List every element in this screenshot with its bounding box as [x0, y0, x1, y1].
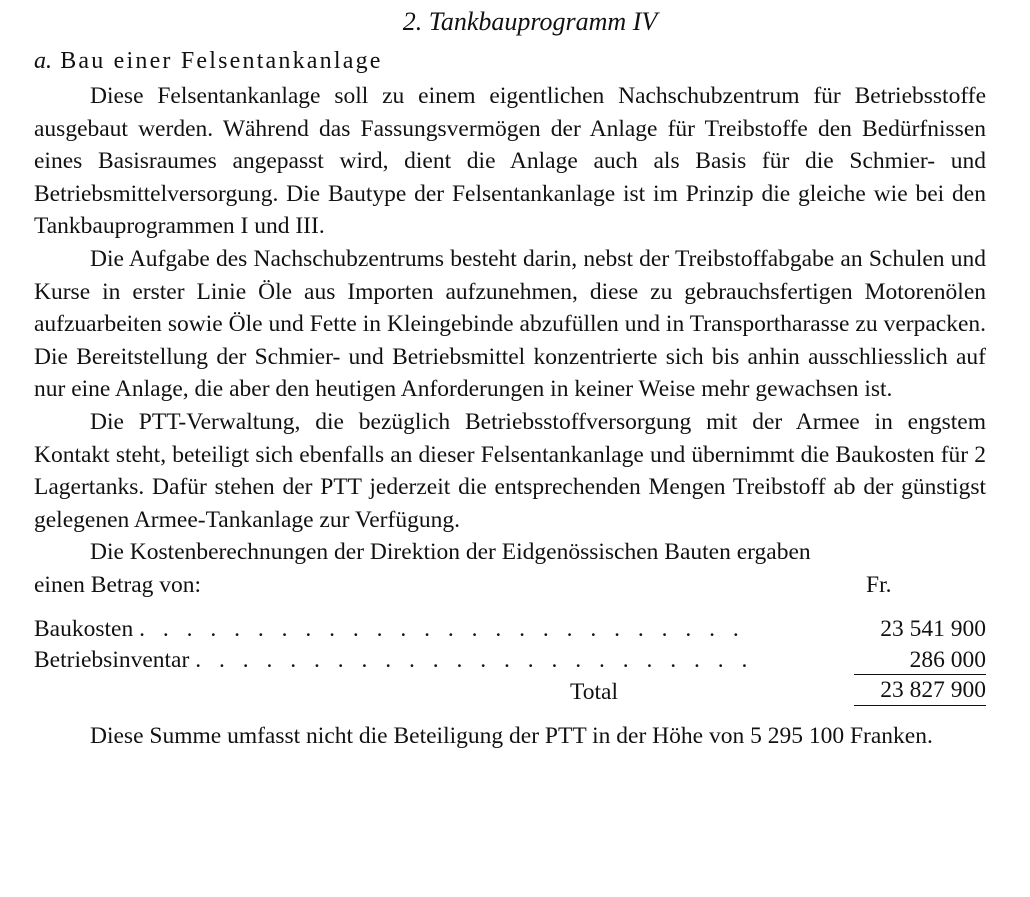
document-title: 2. Tankbauprogramm IV: [402, 7, 658, 36]
currency-unit: Fr.: [866, 571, 892, 598]
leader-dots: . . . . . . . . . . . . . . . . . . . . . . . . . .: [139, 615, 745, 642]
section-title: Bau einer Felsentankanlage: [60, 48, 383, 74]
paragraph-cost-calculation: Die Kostenberechnungen der Direktion der Eidgenössischen Bauten ergaben: [90, 539, 811, 566]
cost-label: Betriebsinventar: [34, 646, 190, 673]
paragraph-ptt: Die PTT-Verwaltung, die bezüglich Betriebsstoffversorgung mit der Armee in engstem Kontakt steht, beteiligt sich ebenfalls an dieser Felsentankanlage und übernimmt die Baukosten für 2 Lagertanks. Dafür stehen der PTT jederzeit die entsprechenden Mengen Treibstoff ab der günstigst gelegenen Armee-Tankanlage zur Verfügung.: [34, 408, 986, 533]
cost-intro-text: einen Betrag von:: [34, 571, 202, 598]
total-amount: 23 827 900: [854, 674, 986, 706]
cost-row-construction: [34, 612, 986, 643]
cost-table: [34, 612, 986, 706]
leader-dots: . . . . . . . . . . . . . . . . . . . . . . . .: [195, 646, 754, 673]
cost-label: Baukosten: [34, 615, 134, 642]
cost-row-total: [34, 674, 986, 706]
cost-row-inventory: [34, 643, 986, 674]
total-amount-cell: [836, 674, 986, 706]
cost-amount: 23 541 900: [880, 615, 986, 642]
document-page: [34, 0, 986, 752]
paragraph-tasks: Die Aufgabe des Nachschubzentrums besteht darin, nebst der Treibstoffabgabe an Schulen und Kurse in erster Linie Öle aus Importen aufzunehmen, diese zu gebrauchsfertigen Motorenölen aufzuarbeiten sowie Öle und Fette in Kleingebinde abzufüllen und in Transportharasse zu verpacken. Die Bereitstellung der Schmier- und Betriebsmittel konzentrierte sich bis anhin ausschliesslich auf nur eine Anlage, die aber den heutigen Anforderungen in keiner Weise mehr gewachsen ist.: [34, 245, 986, 403]
section-heading: [34, 44, 986, 78]
cost-amount: 286 000: [909, 646, 986, 673]
section-letter: a.: [34, 48, 52, 74]
cost-label-cell: [34, 643, 836, 674]
total-label: Total: [570, 678, 618, 705]
paragraph-purpose: Diese Felsentankanlage soll zu einem eigentlichen Nachschubzentrum für Betriebsstoffe ausgebaut werden. Während das Fassungsvermögen der Anlage für Treibstoffe den Bedürfnissen eines Basisraumes angepasst wird, dient die Anlage auch als Basis für die Schmier- und Betriebsmittelversorgung. Die Bautype der Felsentankanlage ist im Prinzip die gleiche wie bei den Tankbauprogrammen I und III.: [34, 83, 986, 240]
cost-label-cell: [34, 612, 836, 643]
cost-intro-line: [34, 569, 986, 602]
paragraph-closing: Diese Summe umfasst nicht die Beteiligung der PTT in der Höhe von 5 295 100 Franken.: [90, 722, 933, 749]
